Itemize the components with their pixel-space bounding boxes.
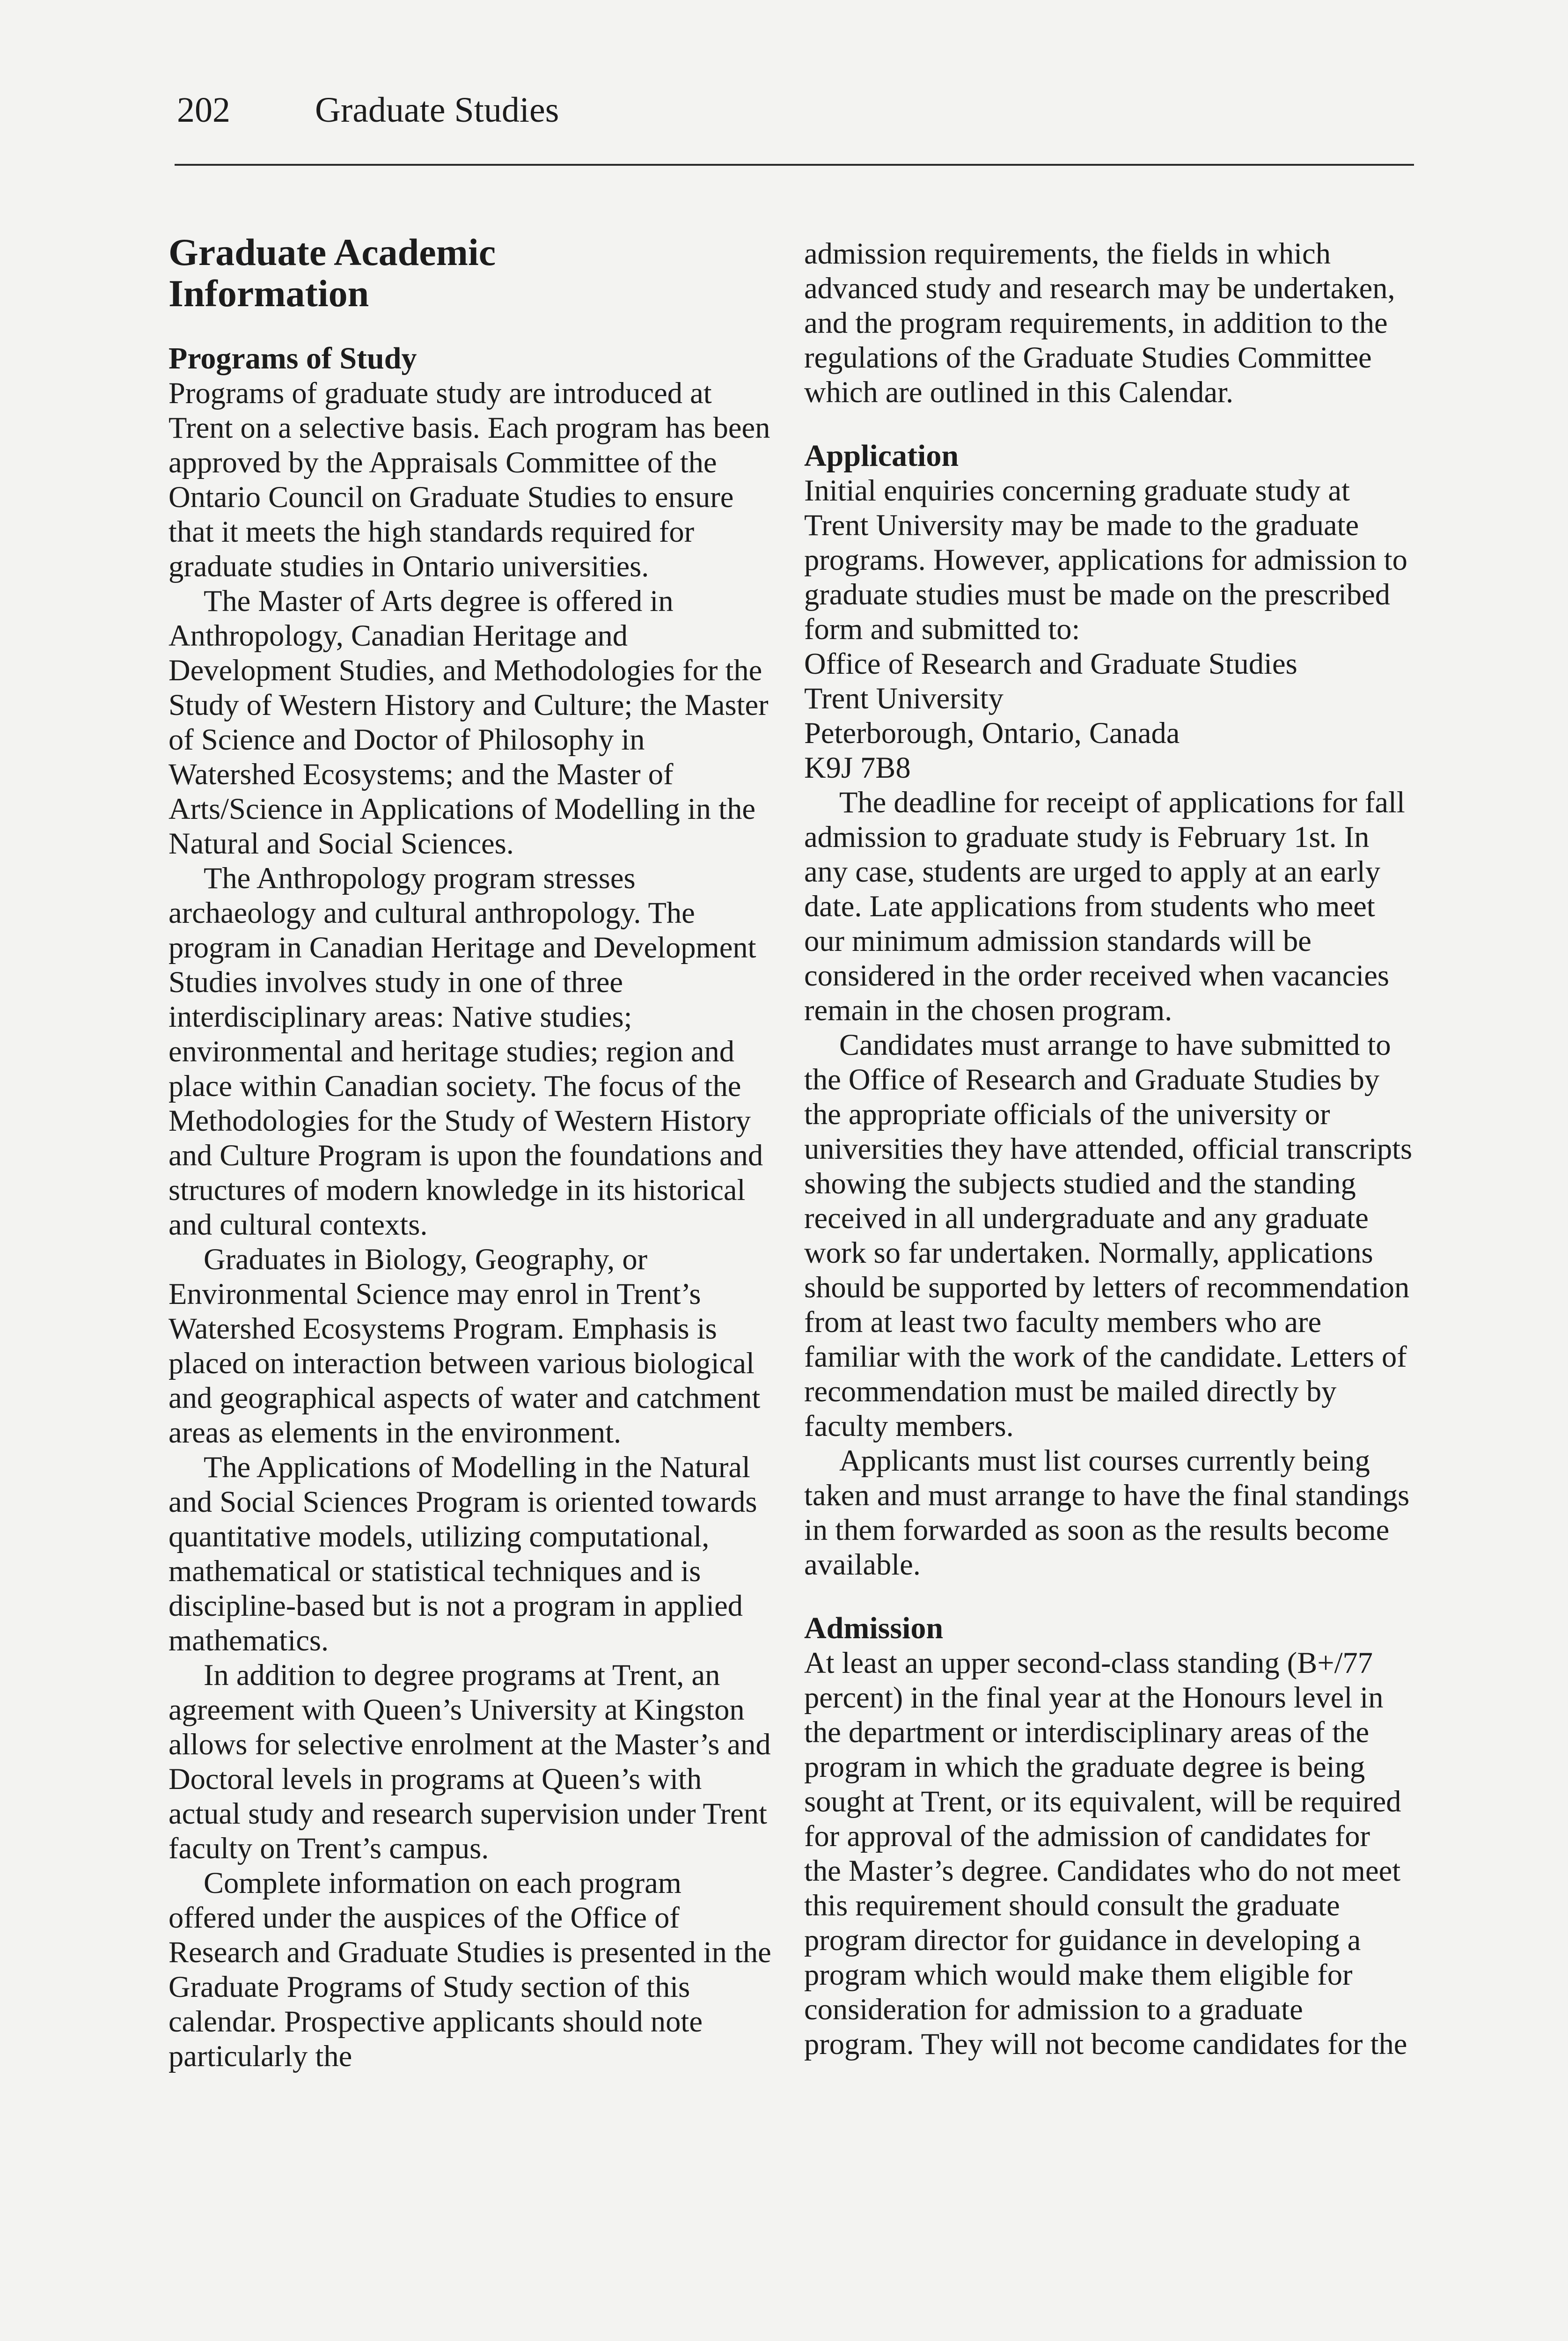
programs-paragraph-2: The Master of Arts degree is offered in Anthropology, Canadian Heritage and Development Studies, and Methodologies for the Study of Western History and Culture; the Master of Science and Doctor of Philosophy in Watershed Ecosystems; and the Master of Arts/Science in Applications of Modelling in the Natural and Social Sciences. [169,584,769,860]
programs-paragraph-4: Graduates in Biology, Geography, or Environmental Science may enrol in Trent’s Watershed Ecosystems Program. Emphasis is placed on interaction between various biological and geographical aspects of water and catchment areas as elements in the environment. [169,1243,761,1449]
application-intro: Initial enquiries concerning graduate study at Trent University may be made to the graduate programs. However, applications for admission to graduate studies must be made on the prescribed form and submitted to: [804,474,1407,646]
section-title [169,232,772,314]
programs-paragraph-3: The Anthropology program stresses archaeology and cultural anthropology. The program in Canadian Heritage and Development Studies involves study in one of three interdisciplinary areas: Native studies; environmental and heritage studies; region and place within Canadian society. The focus of the Methodologies for the Study of Western History and Culture Program is upon the foundations and structures of modern knowledge in its historical and cultural contexts. [169,861,763,1241]
address-line-postal-code: K9J 7B8 [804,751,911,784]
address-line-city: Peterborough, Ontario, Canada [804,716,1180,750]
page-number: 202 [177,90,230,130]
application-paragraph-deadline: The deadline for receipt of applications for fall admission to graduate study is February 1st. In any case, students are urged to apply at an early date. Late applications from students who meet our minimum admission standards will be considered in the order received when vacancies remain in the chosen program. [804,786,1405,1027]
mailing-address [804,647,1413,785]
application-heading: Application [804,439,959,473]
section-title-line-1: Graduate Academic [169,231,496,273]
programs-paragraph-7: Complete information on each program offered under the auspices of the Office of Research and Graduate Studies is presented in the Graduate Programs of Study section of this calendar. Prospective applicants should note particularly the [169,1866,771,2073]
right-column [804,236,1413,2061]
programs-of-study-heading: Programs of Study [169,341,417,375]
programs-paragraph-5: The Applications of Modelling in the Natural and Social Sciences Program is oriented towards quantitative models, utilizing computational, mathematical or statistical techniques and is discipline-based but is not a program in applied mathematics. [169,1450,757,1657]
continued-paragraph: admission requirements, the fields in which advanced study and research may be undertaken, and the program requirements, in addition to the regulations of the Graduate Studies Committee which are outlined in this Calendar. [804,237,1395,409]
section-title-line-2: Information [169,272,369,315]
application-paragraph-transcripts: Candidates must arrange to have submitted to the Office of Research and Graduate Studies by the appropriate officials of the university or universities they have attended, official transcripts showing the subjects studied and the standing received in all undergraduate and any graduate work so far undertaken. Normally, applications should be supported by letters of recommendation from at least two faculty members who are familiar with the work of the candidate. Letters of recommendation must be mailed directly by faculty members. [804,1028,1413,1443]
application-paragraph-courses: Applicants must list courses currently being taken and must arrange to have the final standings in them forwarded as soon as the results become available. [804,1444,1410,1581]
left-column [169,232,772,2074]
header-rule [175,164,1414,166]
admission-heading: Admission [804,1611,944,1645]
running-title: Graduate Studies [315,90,559,130]
programs-paragraph-1: Programs of graduate study are introduced at Trent on a selective basis. Each program has been approved by the Appraisals Committee of the Ontario Council on Graduate Studies to ensure that it meets the high standards required for graduate studies in Ontario universities. [169,376,770,583]
address-line-office: Office of Research and Graduate Studies [804,647,1297,680]
address-line-university: Trent University [804,682,1004,715]
admission-paragraph: At least an upper second-class standing (B+/77 percent) in the final year at the Honours level in the department or interdisciplinary areas of the program in which the graduate degree is being sought at Trent, or its equivalent, will be required for approval of the admission of candidates for the Master’s degree. Candidates who do not meet this requirement should consult the graduate program director for guidance in developing a program which would make them eligible for consideration for admission to a graduate program. They will not become candidates for the [804,1646,1407,2061]
page-header [177,87,1413,143]
programs-paragraph-6: In addition to degree programs at Trent, an agreement with Queen’s University at Kingston allows for selective enrolment at the Master’s and Doctoral levels in programs at Queen’s with actual study and research supervision under Trent faculty on Trent’s campus. [169,1658,771,1865]
